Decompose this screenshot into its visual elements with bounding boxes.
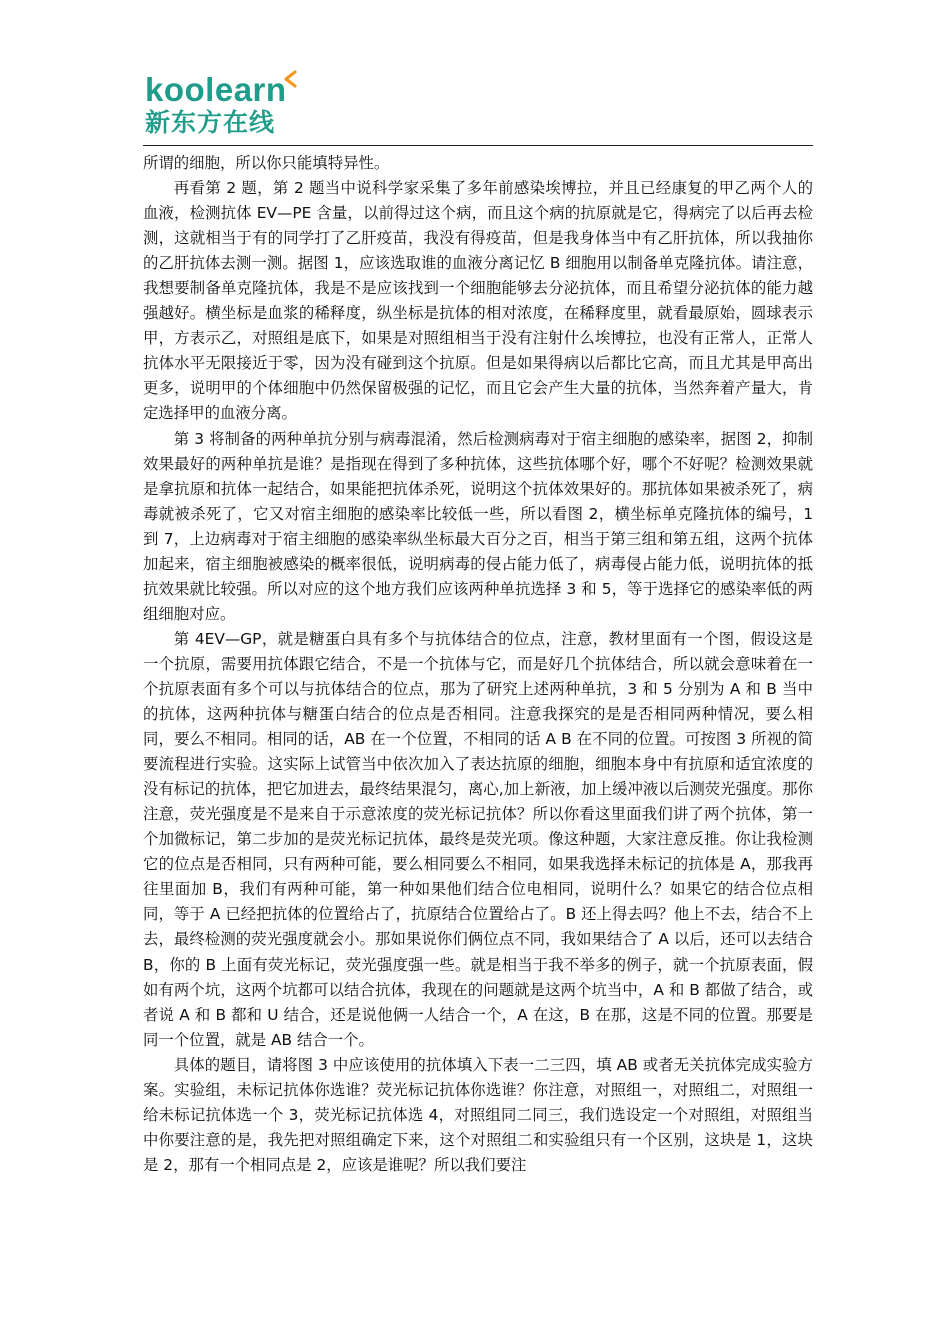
- paragraph-2: 再看第 2 题，第 2 题当中说科学家采集了多年前感染埃博拉，并且已经康复的甲乙两个人的血液，检测抗体 EV—PE 含量，以前得过这个病，而且这个病的抗原就是它，得病完了以后再去检测，这就相当于有的同学打了乙肝疫苗，我没有得疫苗，但是我身体当中有乙肝抗体，所以我抽你的乙肝抗体去测一测。据图 1，应该选取谁的血液分离记忆 B 细胞用以制备单克隆抗体。请注意，我想要制备单克隆抗体，我是不是应该找到一个细胞能够去分泌抗体，而且希望分泌抗体的能力越强越好。横坐标是血浆的稀释度，纵坐标是抗体的相对浓度，在稀释度里，就看最原始，圆球表示甲，方表示乙，对照组是底下，如果是对照组相当于没有注射什么埃博拉，也没有正常人，正常人抗体水平无限接近于零，因为没有碰到这个抗原。但是如果得病以后都比它高，而且尤其是甲高出更多，说明甲的个体细胞中仍然保留极强的记忆，而且它会产生大量的抗体，当然奔着产量大，肯定选择甲的血液分离。: [143, 179, 813, 423]
- paragraph-4: 第 4EV—GP，就是糖蛋白具有多个与抗体结合的位点，注意，教材里面有一个图，假设这是一个抗原，需要用抗体跟它结合，不是一个抗体与它，而是好几个抗体结合，所以就会意味着在一个抗原表面有多个可以与抗体结合的位点，那为了研究上述两种单抗，3 和 5 分别为 A 和 B 当中的抗体，这两种抗体与糖蛋白结合的位点是否相同。注意我探究的是是否相同两种情况，要么相同，要么不相同。相同的话，AB 在一个位置，不相同的话 A B 在不同的位置。可按图 3 所视的简要流程进行实验。这实际上试管当中依次加入了表达抗原的细胞，细胞本身中有抗原和适宜浓度的没有标记的抗体，把它加进去，最终结果混匀，离心,加上新液，加上缓冲液以后测荧光强度。那你注意，荧光强度是不是来自于示意浓度的荧光标记抗体？所以你看这里面我们讲了两个抗体，第一个加微标记，第二步加的是荧光标记抗体，最终是荧光项。像这种题，大家注意反推。你让我检测它的位点是否相同，只有两种可能，要么相同要么不相同，如果我选择未标记的抗体是 A，那我再往里面加 B，我们有两种可能，第一种如果他们结合位电相同，说明什么？如果它的结合位点相同，等于 A 已经把抗体的位置给占了，抗原结合位置给占了。B 还上得去吗？他上不去，结合不上去，最终检测的荧光强度就会小。那如果说你们俩位点不同，我如果结合了 A 以后，还可以去结合 B，你的 B 上面有荧光标记，荧光强度强一些。就是相当于我不举多的例子，就一个抗原表面，假如有两个坑，这两个坑都可以结合抗体，我现在的问题就是这两个坑当中，A 和 B 都做了结合，或者说 A 和 B 都和 U 结合，还是说他俩一人结合一个，A 在这，B 在那，这是不同的位置。那要是同一个位置，就是 AB 结合一个。: [143, 629, 813, 1049]
- paragraph-1: 所谓的细胞，所以你只能填特异性。: [143, 154, 390, 172]
- logo-wordmark-cn: 新东方在线: [145, 108, 276, 137]
- page-header: [143, 70, 813, 146]
- logo-chevron-icon: [282, 70, 298, 90]
- logo-wordmark-en: koolearn: [145, 71, 287, 108]
- paragraph-5: 具体的题目，请将图 3 中应该使用的抗体填入下表一二三四，填 AB 或者无关抗体完成实验方案。实验组，未标记抗体你选谁？荧光标记抗体你选谁？你注意，对照组一，对照组二，对照组一给未标记抗体选一个 3，荧光标记抗体选 4，对照组同二同三，我们选设定一个对照组，对照组当中你要注意的是，我先把对照组确定下来，这个对照组二和实验组只有一个区别，这块是 1，这块是 2，那有一个相同点是 2，应该是谁呢？所以我们要注: [143, 1055, 813, 1174]
- koolearn-logo: [145, 72, 287, 138]
- paragraph-3: 第 3 将制备的两种单抗分别与病毒混淆，然后检测病毒对于宿主细胞的感染率，据图 2，抑制效果最好的两种单抗是谁？是指现在得到了多种抗体，这些抗体哪个好，哪个不好呢？检测效果就是拿抗原和抗体一起结合，如果能把抗体杀死，说明这个抗体效果好的。那抗体如果被杀死了，病毒就被杀死了，它又对宿主细胞的感染率比较低一些，所以看图 2，横坐标单克隆抗体的编号，1 到 7，上边病毒对于宿主细胞的感染率纵坐标最大百分之百，相当于第三组和第五组，这两个抗体加起来，宿主细胞被感染的概率很低，说明病毒的侵占能力低了，病毒侵占能力低，说明抗体的抵抗效果就比较强。所以对应的这个地方我们应该两种单抗选择 3 和 5，等于选择它的感染率低的两组细胞对应。: [143, 429, 813, 623]
- header-divider: [143, 145, 813, 146]
- document-body: [143, 151, 813, 1178]
